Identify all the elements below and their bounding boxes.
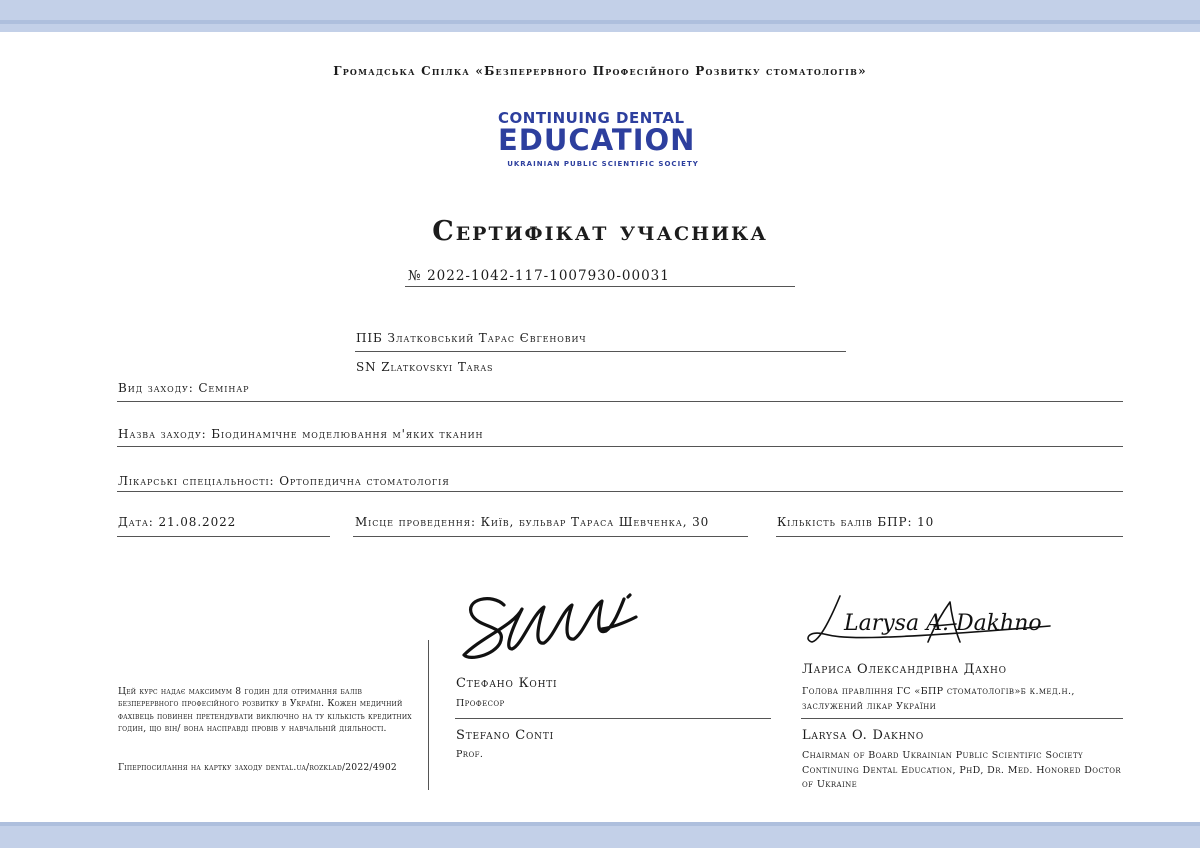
logo-line-3: UKRAINIAN PUBLIC SCIENTIFIC SOCIETY — [507, 160, 699, 168]
signatory1-name-en: Stefano Conti — [456, 728, 554, 743]
event-name: Назва заходу: Біодинамічне моделювання м'яких тканин — [118, 427, 484, 441]
signatory2-divider — [801, 718, 1123, 719]
participant-name-en: SN Zlatkovskyi Taras — [356, 360, 494, 374]
hours-disclaimer: Цей курс надає максимум 8 годин для отримання балів безперервного професійного розвитку в Україні. Кожен медичний фахівець повинен претендувати виключно на ту кількість кредитних годин, що він/ вона насправді провів у навчальній діяльності. — [118, 686, 412, 735]
certificate-number: № 2022-1042-117-1007930-00031 — [408, 268, 670, 284]
signature-larysa-dakhno — [800, 590, 1070, 660]
medical-specialties: Лікарські спеціальності: Ортопедична стоматологія — [118, 474, 450, 488]
signatory2-role-en: Chairman of Board Ukrainian Public Scientific Society Continuing Dental Education, PhD, Dr. Med. Honored Doctor of Ukraine — [802, 750, 1122, 790]
cde-logo — [498, 110, 708, 168]
organization-header: Громадська Спілка «Безперервного Професійного Розвитку стоматологів» — [333, 64, 867, 78]
signatory1-role-en: Prof. — [456, 749, 484, 760]
signatory1-role-uk: Професор — [456, 698, 505, 709]
event-hyperlink: Гіперпосилання на картку заходу dental.ua/rozklad/2022/4902 — [118, 762, 397, 773]
top-border-stripe — [0, 20, 1200, 24]
date-underline — [117, 536, 330, 537]
bottom-border-stripe — [0, 822, 1200, 826]
event-place: Місце проведення: Київ, бульвар Тараса Шевченка, 30 — [355, 515, 710, 529]
signature-stefano-conti — [452, 585, 642, 670]
event-type: Вид заходу: Семінар — [118, 381, 250, 395]
name-underline — [355, 351, 846, 352]
place-underline — [353, 536, 748, 537]
event-date: Дата: 21.08.2022 — [118, 515, 237, 529]
signatory2-name-en: Larysa O. Dakhno — [802, 728, 925, 743]
specialties-underline — [117, 491, 1123, 492]
signature-2-text: Larysa A. Dakhno — [844, 611, 1042, 636]
event-name-underline — [117, 446, 1123, 447]
signatory1-divider — [455, 718, 771, 719]
cpd-points: Кількість балів БПР: 10 — [777, 515, 935, 529]
signatory1-name-uk: Стефано Конті — [456, 676, 558, 691]
vertical-divider — [428, 640, 429, 790]
participant-name-uk: ПІБ Златковський Тарас Євгенович — [356, 331, 587, 345]
signatory2-role-uk: Голова правління ГС «БПР стоматологів»б к.мед.н., заслужений лікар України — [802, 686, 1075, 712]
points-underline — [776, 536, 1123, 537]
signatory2-name-uk: Лариса Олександрівна Дахно — [802, 662, 1007, 677]
logo-line-2: EDUCATION — [498, 123, 696, 157]
certificate-number-underline — [405, 286, 795, 287]
logo-line-1: CONTINUING DENTAL — [498, 109, 685, 127]
bottom-border-band — [0, 822, 1200, 848]
event-type-underline — [117, 401, 1123, 402]
certificate-title: Сертифікат учасника — [432, 216, 768, 247]
top-border-band — [0, 0, 1200, 32]
